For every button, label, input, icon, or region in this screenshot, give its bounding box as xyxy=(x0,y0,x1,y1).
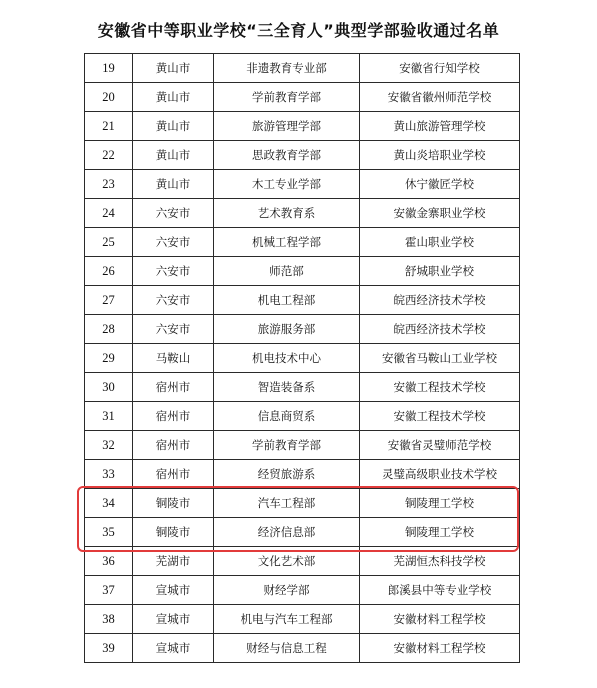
row-city: 宿州市 xyxy=(133,402,214,431)
row-department: 财经与信息工程 xyxy=(214,634,360,663)
row-school: 安徽材料工程学校 xyxy=(360,634,520,663)
row-school: 郎溪县中等专业学校 xyxy=(360,576,520,605)
table-row xyxy=(85,54,520,83)
row-number: 23 xyxy=(85,170,133,199)
table-row xyxy=(85,228,520,257)
row-city: 宣城市 xyxy=(133,605,214,634)
row-city: 黄山市 xyxy=(133,83,214,112)
row-school: 安徽金寨职业学校 xyxy=(360,199,520,228)
row-department: 经济信息部 xyxy=(214,518,360,547)
row-school: 安徽省徽州师范学校 xyxy=(360,83,520,112)
row-department: 机械工程学部 xyxy=(214,228,360,257)
table-row xyxy=(85,373,520,402)
row-school: 黄山旅游管理学校 xyxy=(360,112,520,141)
row-department: 木工专业学部 xyxy=(214,170,360,199)
row-school: 灵璧高级职业技术学校 xyxy=(360,460,520,489)
row-city: 六安市 xyxy=(133,286,214,315)
table-row xyxy=(85,547,520,576)
row-department: 学前教育学部 xyxy=(214,431,360,460)
row-city: 铜陵市 xyxy=(133,518,214,547)
row-department: 师范部 xyxy=(214,257,360,286)
row-school: 霍山职业学校 xyxy=(360,228,520,257)
row-city: 宣城市 xyxy=(133,634,214,663)
row-school: 安徽材料工程学校 xyxy=(360,605,520,634)
row-school: 休宁徽匠学校 xyxy=(360,170,520,199)
table-row xyxy=(85,402,520,431)
row-number: 20 xyxy=(85,83,133,112)
row-number: 31 xyxy=(85,402,133,431)
table-row xyxy=(85,605,520,634)
row-number: 27 xyxy=(85,286,133,315)
row-number: 30 xyxy=(85,373,133,402)
row-school: 舒城职业学校 xyxy=(360,257,520,286)
row-department: 非遗教育专业部 xyxy=(214,54,360,83)
row-number: 25 xyxy=(85,228,133,257)
row-department: 艺术教育系 xyxy=(214,199,360,228)
row-school: 安徽工程技术学校 xyxy=(360,402,520,431)
row-city: 宣城市 xyxy=(133,576,214,605)
row-department: 文化艺术部 xyxy=(214,547,360,576)
row-school: 芜湖恒杰科技学校 xyxy=(360,547,520,576)
row-department: 机电与汽车工程部 xyxy=(214,605,360,634)
table-row xyxy=(85,344,520,373)
row-city: 铜陵市 xyxy=(133,489,214,518)
row-school: 黄山炎培职业学校 xyxy=(360,141,520,170)
acceptance-list-table xyxy=(84,53,520,663)
row-city: 六安市 xyxy=(133,257,214,286)
table-row xyxy=(85,257,520,286)
row-department: 旅游管理学部 xyxy=(214,112,360,141)
table-row xyxy=(85,141,520,170)
row-department: 信息商贸系 xyxy=(214,402,360,431)
table-row xyxy=(85,518,520,547)
row-number: 19 xyxy=(85,54,133,83)
table-row xyxy=(85,460,520,489)
row-school: 安徽省马鞍山工业学校 xyxy=(360,344,520,373)
row-number: 21 xyxy=(85,112,133,141)
row-department: 旅游服务部 xyxy=(214,315,360,344)
row-city: 六安市 xyxy=(133,315,214,344)
row-number: 24 xyxy=(85,199,133,228)
row-school: 皖西经济技术学校 xyxy=(360,315,520,344)
row-school: 皖西经济技术学校 xyxy=(360,286,520,315)
row-department: 经贸旅游系 xyxy=(214,460,360,489)
table-body xyxy=(85,54,520,663)
table-row xyxy=(85,112,520,141)
row-city: 六安市 xyxy=(133,199,214,228)
table-row xyxy=(85,170,520,199)
row-department: 思政教育学部 xyxy=(214,141,360,170)
row-number: 26 xyxy=(85,257,133,286)
table-row xyxy=(85,634,520,663)
row-department: 财经学部 xyxy=(214,576,360,605)
row-city: 宿州市 xyxy=(133,431,214,460)
row-number: 32 xyxy=(85,431,133,460)
row-city: 宿州市 xyxy=(133,460,214,489)
table-row xyxy=(85,286,520,315)
table-row xyxy=(85,576,520,605)
page-title: 安徽省中等职业学校“三全育人”典型学部验收通过名单 xyxy=(97,21,500,40)
row-number: 38 xyxy=(85,605,133,634)
row-school: 安徽省灵璧师范学校 xyxy=(360,431,520,460)
table-row xyxy=(85,489,520,518)
row-city: 黄山市 xyxy=(133,170,214,199)
row-city: 马鞍山 xyxy=(133,344,214,373)
row-city: 芜湖市 xyxy=(133,547,214,576)
row-school: 安徽省行知学校 xyxy=(360,54,520,83)
row-department: 机电工程部 xyxy=(214,286,360,315)
row-city: 黄山市 xyxy=(133,54,214,83)
table-row xyxy=(85,315,520,344)
row-department: 机电技术中心 xyxy=(214,344,360,373)
row-department: 学前教育学部 xyxy=(214,83,360,112)
row-school: 安徽工程技术学校 xyxy=(360,373,520,402)
row-number: 36 xyxy=(85,547,133,576)
row-city: 宿州市 xyxy=(133,373,214,402)
table-row xyxy=(85,431,520,460)
row-number: 35 xyxy=(85,518,133,547)
table-row xyxy=(85,83,520,112)
row-school: 铜陵理工学校 xyxy=(360,518,520,547)
row-number: 22 xyxy=(85,141,133,170)
row-city: 六安市 xyxy=(133,228,214,257)
row-number: 39 xyxy=(85,634,133,663)
row-city: 黄山市 xyxy=(133,112,214,141)
row-department: 汽车工程部 xyxy=(214,489,360,518)
row-school: 铜陵理工学校 xyxy=(360,489,520,518)
row-number: 28 xyxy=(85,315,133,344)
row-city: 黄山市 xyxy=(133,141,214,170)
row-number: 34 xyxy=(85,489,133,518)
row-department: 智造装备系 xyxy=(214,373,360,402)
row-number: 29 xyxy=(85,344,133,373)
row-number: 33 xyxy=(85,460,133,489)
row-number: 37 xyxy=(85,576,133,605)
table-row xyxy=(85,199,520,228)
